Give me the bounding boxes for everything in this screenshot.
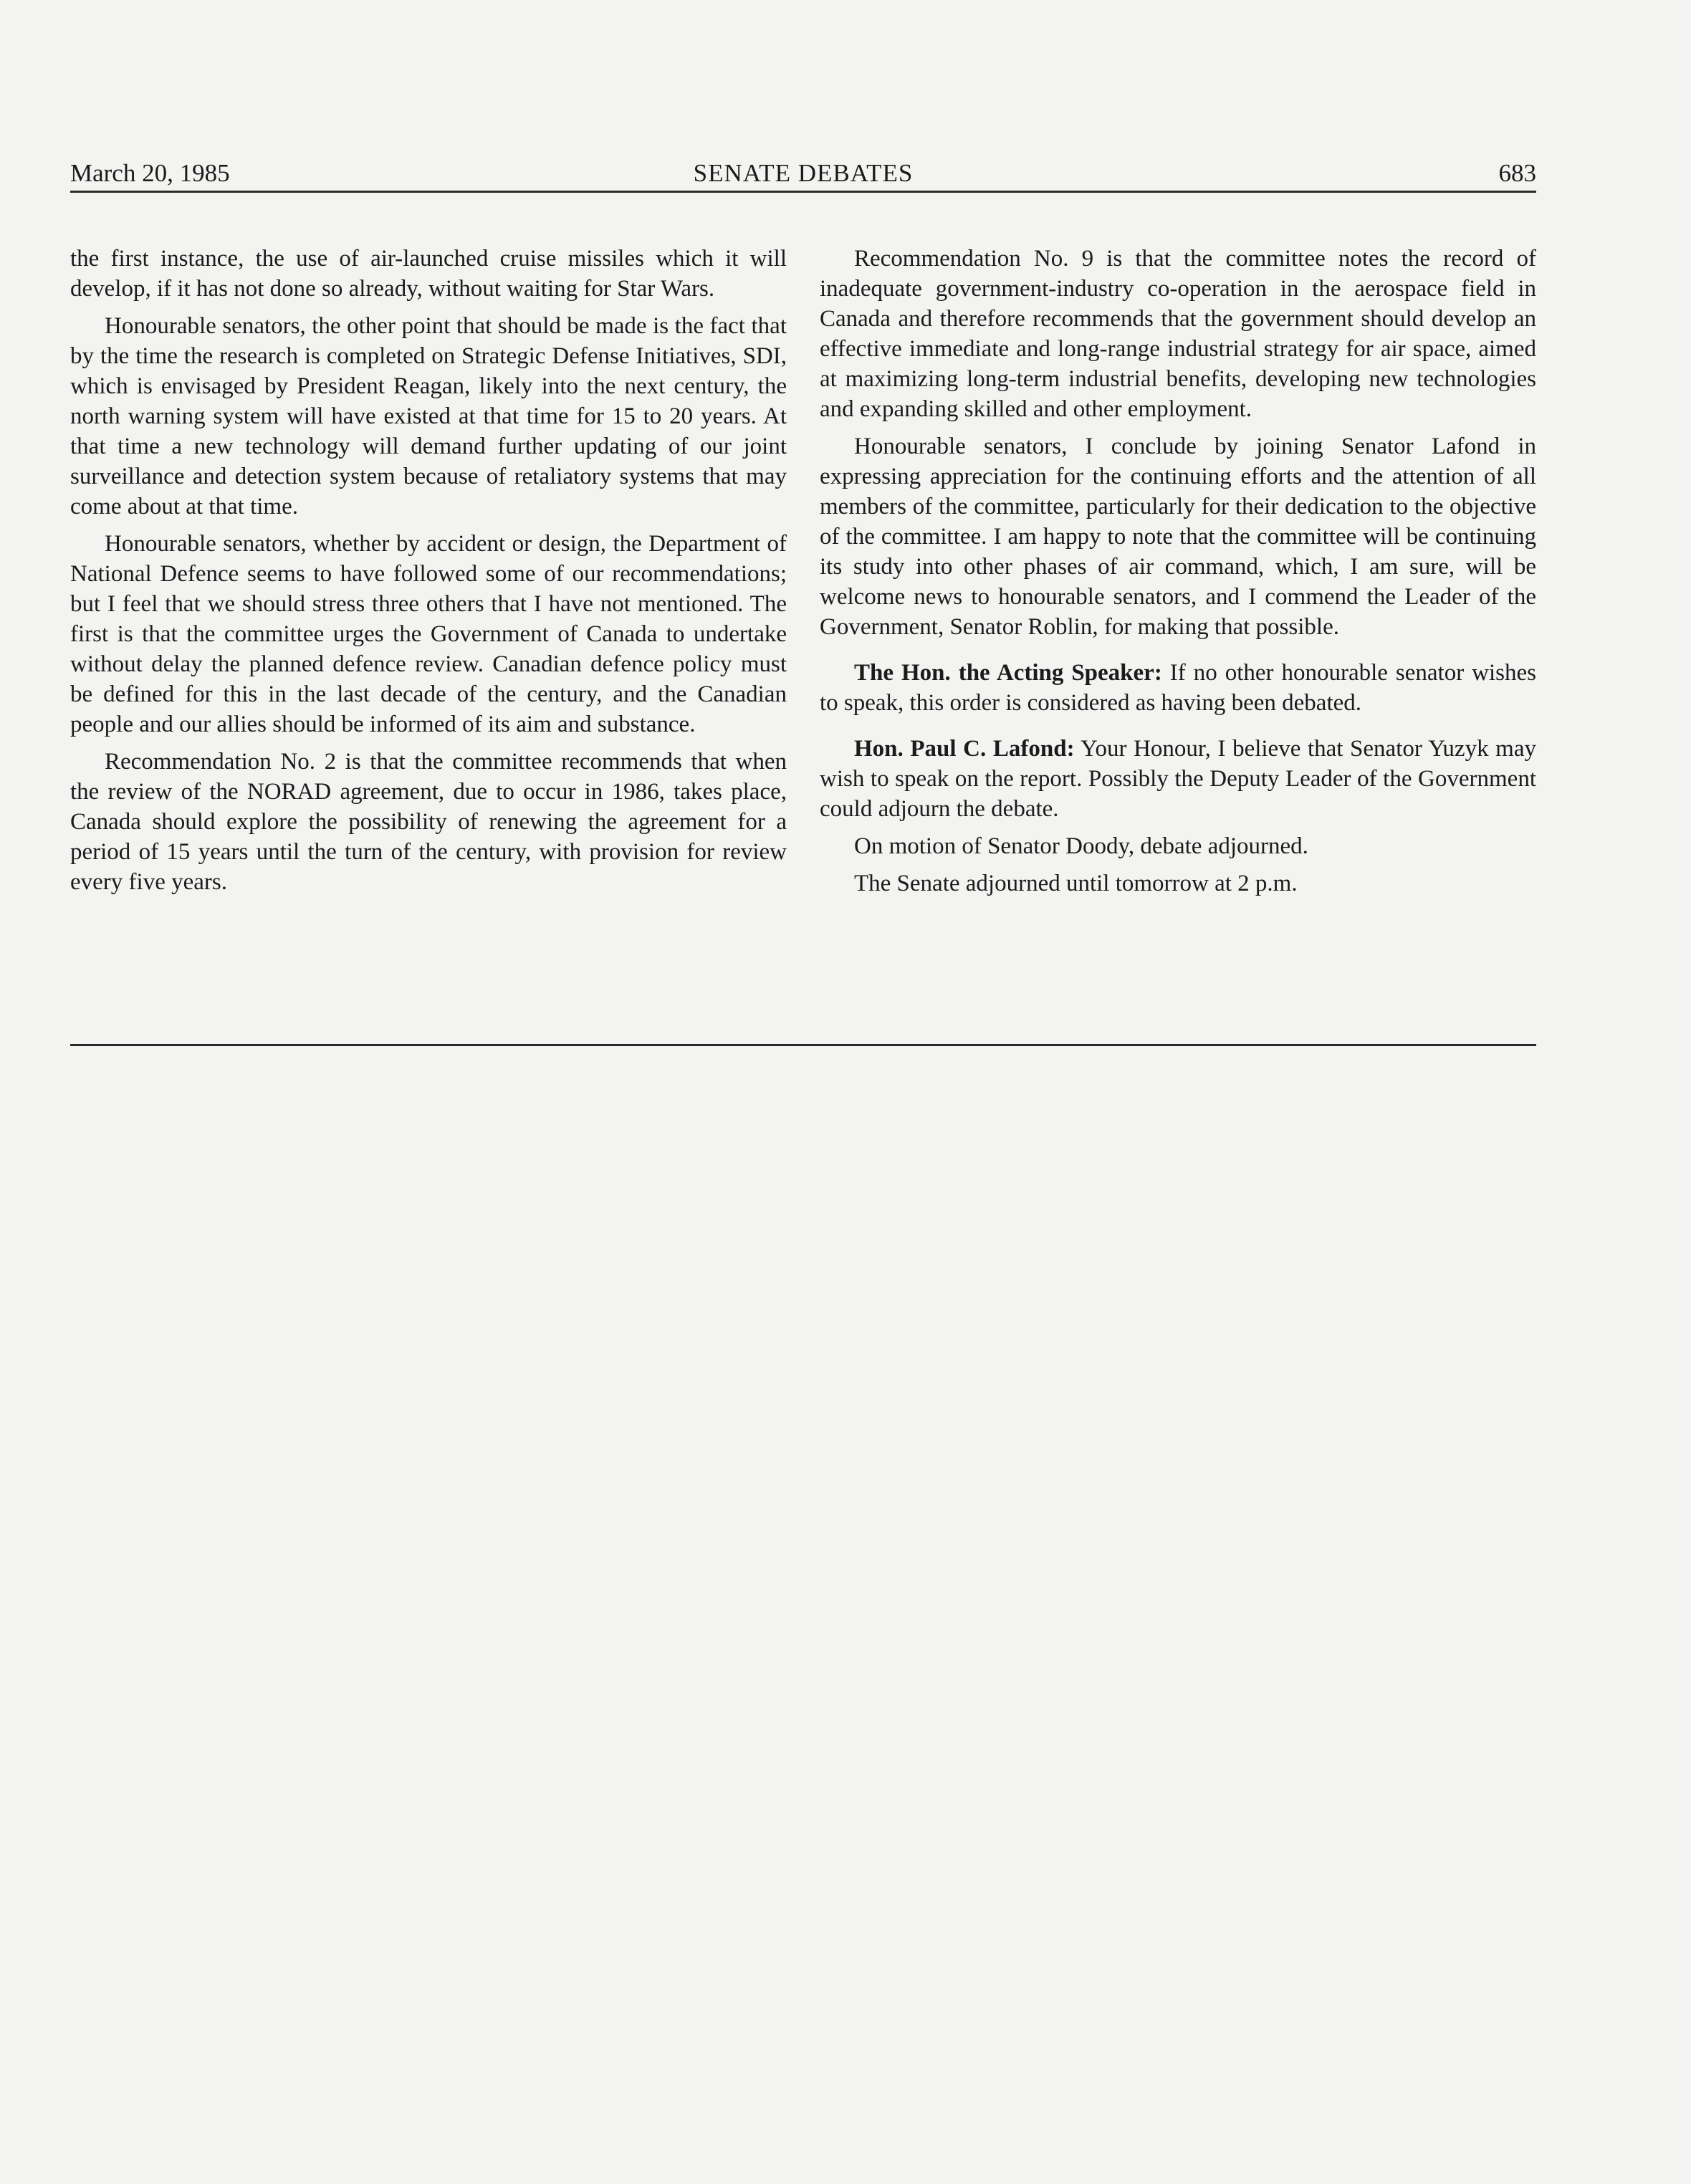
footer-rule (70, 1044, 1536, 1046)
paragraph: Honourable senators, I conclude by joining Senator Lafond in expressing appreciation for the continuing efforts and the attention of all members of the committee, particularly for their dedication to the objective of the committee. I am happy to note that the committee will be continuing its study into other phases of air command, which, I am sure, will be welcome news to honourable senators, and I commend the Leader of the Government, Senator Roblin, for making that possible. (820, 434, 1536, 640)
paragraph: On motion of Senator Doody, debate adjourned. (854, 833, 1308, 859)
paragraph: Honourable senators, whether by accident or design, the Department of National Defence seems to have followed some of our recommendations; but I feel that we should stress three others that I have not mentioned. The first is that the committee urges the Government of Canada to undertake without delay the planned defence review. Canadian defence policy must be defined for this in the last decade of the century, and the Canadian people and our allies should be informed of its aim and substance. (70, 531, 787, 737)
header-page-number: 683 (1498, 159, 1536, 187)
speech-text: If no other honourable senator wishes to speak, this order is considered as having been debated. (820, 660, 1536, 716)
header-title: SENATE DEBATES (693, 159, 914, 187)
speaker-paragraph (820, 658, 1536, 718)
paragraph: Recommendation No. 9 is that the committee notes the record of inadequate government-industry co-operation in the aerospace field in Canada and therefore recommends that the government should develop an effective immediate and long-range industrial strategy for air space, aimed at maximizing long-term industrial benefits, developing new technologies and expanding skilled and other employment. (820, 246, 1536, 422)
speech-text: Your Honour, I believe that Senator Yuzyk may wish to speak on the report. Possibly the Deputy Leader of the Government could adjourn the debate. (820, 736, 1536, 822)
paragraph: The Senate adjourned until tomorrow at 2 p.m. (854, 871, 1298, 896)
header-date: March 20, 1985 (70, 159, 230, 187)
speaker-name: Hon. Paul C. Lafond: (854, 736, 1075, 762)
paragraph: Honourable senators, the other point that should be made is the fact that by the time the research is completed on Strategic Defense Initiatives, SDI, which is envisaged by President Reagan, likely into the next century, the north warning system will have existed at that time for 15 to 20 years. At that time a new technology will demand further updating of our joint surveillance and detection system because of retaliatory systems that may come about at that time. (70, 313, 787, 519)
paragraph: the first instance, the use of air-launched cruise missiles which it will develop, if it has not done so already, without waiting for Star Wars. (70, 246, 787, 302)
paragraph: Recommendation No. 2 is that the committee recommends that when the review of the NORAD agreement, due to occur in 1986, takes place, Canada should explore the possibility of renewing the agreement for a period of 15 years until the turn of the century, with provision for review every five years. (70, 749, 787, 895)
speaker-name: The Hon. the Acting Speaker: (854, 660, 1162, 686)
header-rule (70, 191, 1536, 193)
speaker-paragraph (820, 734, 1536, 824)
page-header (70, 159, 1536, 195)
left-column (70, 244, 787, 904)
right-column (820, 244, 1536, 906)
